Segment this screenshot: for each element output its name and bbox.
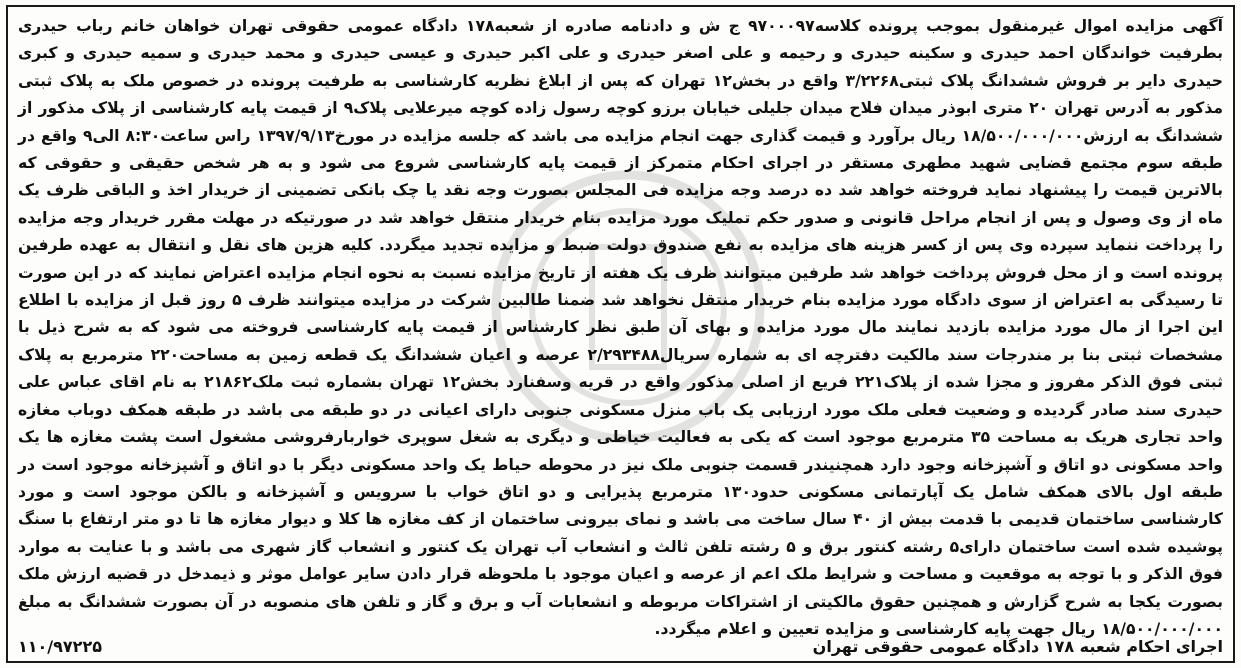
notice-body: آگهی مزایده اموال غیرمنقول بموجب پرونده کلاسه۹۷۰۰۰۹۷ ج ش و دادنامه صادره از شعبه۱۷۸ دادگاه عمومی حقوقی تهران خواهان خانم رباب حیدری بطرفیت خواندگان احمد حیدری و سکینه حیدری و رحیمه و علی اصغر حیدری و علی اکبر حیدری و عیسی حیدری و محمد حیدری و سمیه حیدری و کبری حیدری دایر بر فروش ششدانگ پلاک ثبتی۳/۲۲۶۸ واقع در بخش۱۲ تهران که پس از ابلاغ نظریه کارشناسی به طرفیت پرونده در خصوص ملک به پلاک ثبتی مذکور به آدرس تهران ۲۰ متری ابوذر میدان فلاح میدان جلیلی خیابان برزو کوچه رسول زاده کوچه میرعلایی پلاک۹ از قیمت پایه کارشناسی از پلاک مذکور از ششدانگ به ارزش۱۸/۵۰۰/۰۰۰/۰۰۰ ریال برآورد و قیمت گذاری جهت انجام مزایده می باشد که جلسه مزایده در مورخ۱۳۹۷/۹/۱۳ راس ساعت۸:۳۰ الی۹ واقع در طبقه سوم مجتمع قضایی شهید مطهری مستقر در اجرای احکام متمرکز از قیمت پایه کارشناسی شروع می شود و به هر شخص حقیقی و حقوقی که بالاترین قیمت را پیشنهاد نماید فروخته خواهد شد ده درصد وجه مزایده فی المجلس بصورت وجه نقد یا چک بانکی تضمینی از خریدار اخذ و الباقی ظرف یک ماه از وی وصول و پس از انجام مراحل قانونی و صدور حکم تملیک مورد مزایده بنام خریدار منتقل خواهد شد در صورتیکه در مهلت مقرر خریدار وجه مزایده را پرداخت ننماید سپرده وی پس از کسر هزینه های مزایده به نفع صندوق دولت ضبط و مزایده تجدید میگردد. کلیه هزین های نقل و انتقال به عهده طرفین پرونده است و از محل فروش پرداخت خواهد شد طرفین میتوانند ظرف یک هفته از تاریخ مزایده نسبت به نحوه انجام مزایده اعتراض نمایند که در این صورت تا رسیدگی به اعتراض از سوی دادگاه مورد مزایده بنام خریدار منتقل نخواهد شد ضمنا طالبین شرکت در مزایده میتوانند ظرف ۵ روز قبل از مزایده با اطلاع این اجرا از مال مورد مزایده بازدید نمایند مال مورد مزایده و بهای آن طبق نظر کارشناس از قیمت پایه کارشناسی فروخته می شود که به شرح ذیل با مشخصات ثبتی بنا بر مندرجات سند مالکیت دفترچه ای به شماره سریال۲/۲۹۳۴۸۸ عرصه و اعیان ششدانگ یک قطعه زمین به مساحت۲۲۰ مترمربع به پلاک ثبتی فوق الذکر مفروز و مجزا شده از پلاک۲۲۱ فریع از اصلی مذکور واقع در قریه وسفنارد بخش۱۲ تهران بشماره ثبت ملک۲۱۸۶۲ به نام اقای عباس علی حیدری سند صادر گردیده و وضعیت فعلی ملک مورد ارزیابی یک باب منزل مسکونی جنوبی دارای اعیانی در دو طبقه می باشد در طبقه همکف دوباب مغازه واحد تجاری هریک به مساحت ۳۵ مترمربع موجود است که یکی به فعالیت خیاطی و دیگری به شغل سوپری خواربارفروشی مشغول است پشت مغازه ها یک واحد مسکونی دو اتاق و آشپزخانه وجود دارد همچنیندر قسمت جنوبی ملک نیز در محوطه حیاط یک واحد مسکونی دیگر با دو اتاق و آشپزخانه موجود است در طبقه اول بالای همکف شامل یک آپارتمانی مسکونی حدود۱۳۰ مترمربع پذیرایی و دو اتاق خواب با سرویس و آشپزخانه و بالکن موجود است و مورد کارشناسی ساختمان قدیمی با قدمت بیش از ۴۰ سال ساخت می باشد و نمای بیرونی ساختمان از کف مغازه ها کلا و دیوار مغازه ها تا دو متر ارتفاع با سنگ پوشیده شده است ساختمان دارای۵ رشته کنتور برق و ۵ رشته تلفن ثالث و انشعاب آب تهران یک کنتور و انشعاب گاز شهری می باشد و با عنایت به موارد فوق الذکر و با توجه به موقعیت و مساحت و شرایط ملک اعم از عرصه و اعیان موجود با ملحوظه قرار دادن سایر عوامل موثر و ذیمدخل در قضیه ارزش ملک بصورت یکجا به شرح گزارش و همچنین حقوق مالکیتی از اشتراکات مربوطه و انشعابات آب و برق و گاز و تلفن های منصوبه در آن بصورت ششدانگ به مبلغ ۱۸/۵۰۰/۰۰۰/۰۰۰ ریال جهت پایه کارشناسی و مزایده تعیین و اعلام میگردد. — [18, 17, 1224, 638]
notice-number: ۱۱۰/۹۷۲۲۵ — [18, 636, 102, 656]
auction-notice — [6, 5, 1235, 663]
notice-footer — [18, 633, 1223, 659]
issuer-signature: اجرای احکام شعبه ۱۷۸ دادگاه عمومی حقوقی تهران — [812, 636, 1223, 656]
